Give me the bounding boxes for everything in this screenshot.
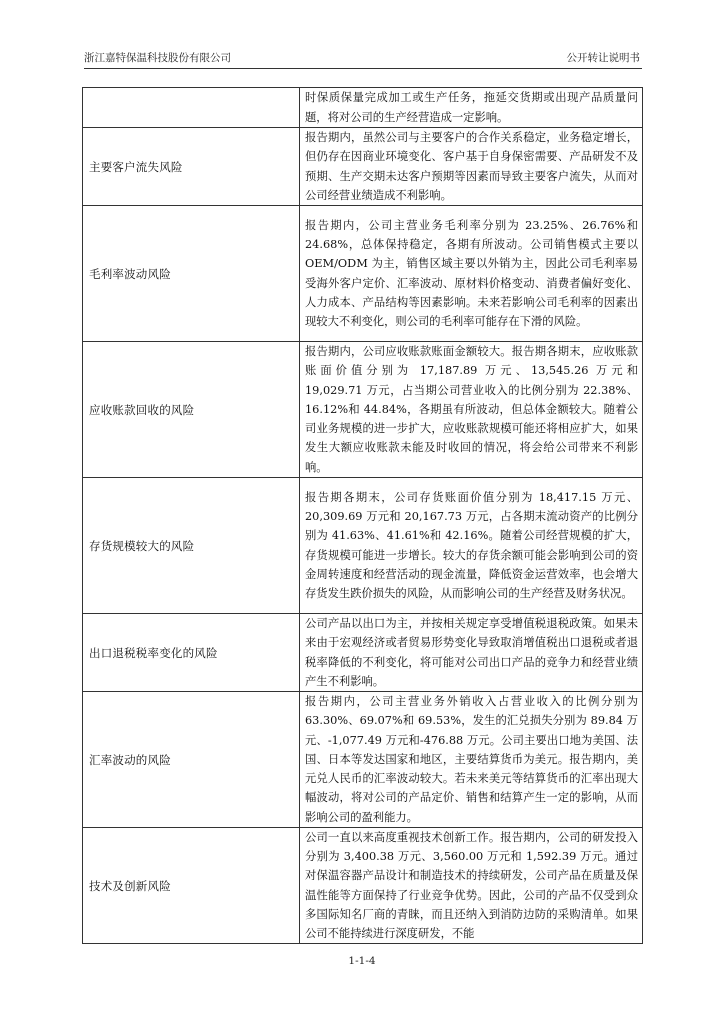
risk-description: 时保质保量完成加工或生产任务，拖延交货期或出现产品质量问题，将对公司的生产经营造成一定影响。 bbox=[300, 88, 643, 128]
risk-name: 技术及创新风险 bbox=[83, 828, 300, 944]
table-row bbox=[83, 692, 643, 828]
risk-description: 公司产品以出口为主，并按相关规定享受增值税退税政策。如果未来由于宏观经济或者贸易形势变化导致取消增值税出口退税或者退税率降低的不利变化，将可能对公司出口产品的竞争力和经营业绩产生不利影响。 bbox=[300, 614, 643, 692]
risk-table bbox=[82, 87, 643, 944]
risk-name: 毛利率波动风险 bbox=[83, 206, 300, 342]
risk-description: 报告期内，公司主营业务毛利率分别为 23.25%、26.76%和 24.68%，总体保持稳定，各期有所波动。公司销售模式主要以 OEM/ODM 为主，销售区域主要以外销为主，因此公司毛利率易受海外客户定价、汇率波动、原材料价格变动、消费者偏好变化、人力成本、产品结构等因素影响。未来若影响公司毛利率的因素出现较大不利变化，则公司的毛利率可能存在下滑的风险。 bbox=[300, 206, 643, 342]
risk-description: 报告期内，虽然公司与主要客户的合作关系稳定，业务稳定增长，但仍存在因商业环境变化、客户基于自身保密需要、产品研发不及预期、生产交期未达客户预期等因素而导致主要客户流失，从而对公司经营业绩造成不利影响。 bbox=[300, 128, 643, 206]
risk-name: 汇率波动的风险 bbox=[83, 692, 300, 828]
table-row bbox=[83, 478, 643, 614]
page-number: 1-1-4 bbox=[348, 955, 376, 967]
risk-name: 应收账款回收的风险 bbox=[83, 342, 300, 478]
table-row bbox=[83, 342, 643, 478]
risk-name bbox=[83, 88, 300, 128]
risk-description: 报告期各期末，公司存货账面价值分别为 18,417.15 万元、20,309.69 万元和 20,167.73 万元，占各期末流动资产的比例分别为 41.63%、41.61%和 42.16%。随着公司经营规模的扩大，存货规模可能进一步增长。较大的存货余额可能会影响到公司的资金周转速度和经营活动的现金流量，降低资金运营效率，也会增大存货发生跌价损失的风险，从而影响公司的生产经营及财务状况。 bbox=[300, 478, 643, 614]
risk-name: 存货规模较大的风险 bbox=[83, 478, 300, 614]
company-name: 浙江嘉特保温科技股份有限公司 bbox=[84, 52, 231, 64]
table-row bbox=[83, 128, 643, 206]
table-row bbox=[83, 88, 643, 128]
risk-description: 报告期内，公司应收账款账面金额较大。报告期各期末，应收账款账面价值分别为 17,187.89 万元、13,545.26 万元和 19,029.71 万元，占当期公司营业收入的比例分别为 22.38%、16.12%和 44.84%，各期虽有所波动，但总体金额较大。随着公司业务规模的进一步扩大，应收账款规模可能还将相应扩大，如果发生大额应收账款未能及时收回的情况，将会给公司带来不利影响。 bbox=[300, 342, 643, 478]
table-row bbox=[83, 614, 643, 692]
table-row bbox=[83, 828, 643, 944]
table-row bbox=[83, 206, 643, 342]
page-header bbox=[84, 50, 640, 68]
risk-name: 主要客户流失风险 bbox=[83, 128, 300, 206]
risk-description: 公司一直以来高度重视技术创新工作。报告期内，公司的研发投入分别为 3,400.38 万元、3,560.00 万元和 1,592.39 万元。通过对保温容器产品设计和制造技术的持续研发，公司产品在质量及保温性能等方面保持了行业竞争优势。因此，公司的产品不仅受到众多国际知名厂商的青睐，而且还纳入到消防边防的采购清单。如果公司不能持续进行深度研发，不能 bbox=[300, 828, 643, 944]
document-title: 公开转让说明书 bbox=[566, 52, 640, 64]
risk-description: 报告期内，公司主营业务外销收入占营业收入的比例分别为 63.30%、69.07%和 69.53%，发生的汇兑损失分别为 89.84 万元、-1,077.49 万元和-476.88 万元。公司主要出口地为美国、法国、日本等发达国家和地区，主要结算货币为美元。报告期内，美元兑人民币的汇率波动较大。若未来美元等结算货币的汇率出现大幅波动，将对公司的产品定价、销售和结算产生一定的影响，从而影响公司的盈利能力。 bbox=[300, 692, 643, 828]
header-divider bbox=[84, 68, 642, 69]
risk-name: 出口退税税率变化的风险 bbox=[83, 614, 300, 692]
